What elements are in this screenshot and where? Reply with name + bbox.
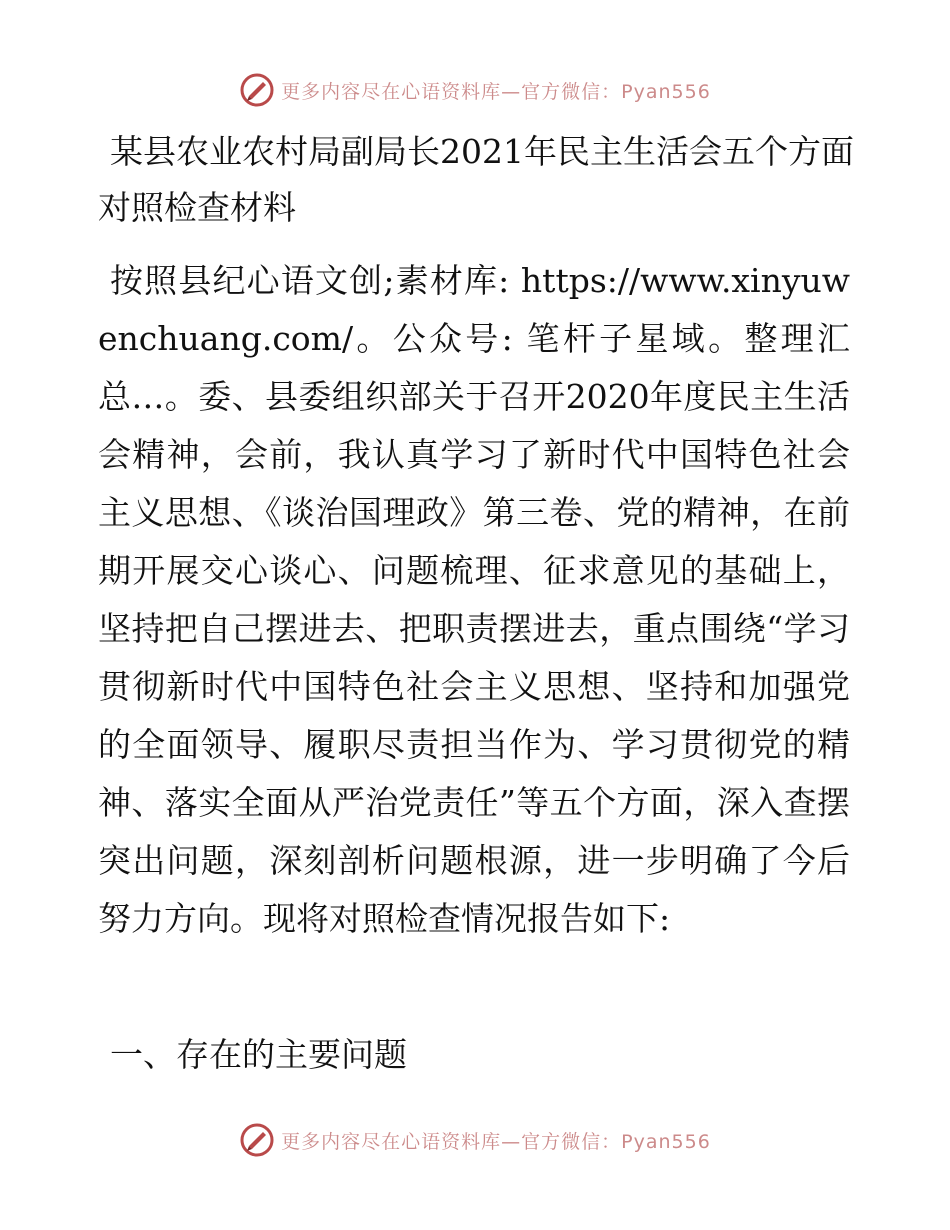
watermark-text: 更多内容尽在心语资料库—官方微信：Pyan556 — [281, 1130, 711, 1153]
document-title: 某县农业农村局副局长2021年民主生活会五个方面对照检查材料 — [98, 132, 854, 227]
pen-circle-logo-icon — [239, 1122, 275, 1158]
section-heading: 一、存在的主要问题 — [110, 1035, 407, 1074]
footer-watermark-banner — [0, 1122, 950, 1158]
header-watermark-banner — [0, 72, 950, 108]
watermark-text: 更多内容尽在心语资料库—官方微信：Pyan556 — [281, 80, 711, 103]
body-paragraph: 按照县纪心语文创;素材库: https://www.xinyuwenchuang.com/。公众号: 笔杆子星域。整理汇总…。委、县委组织部关于召开2020年度民主生活会精神，会前，我认真学习了新时代中国特色社会主义思想、《谈治国理政》第三卷、党的精神，在前期开展交心谈心、问题梳理、征求意见的基础上，坚持把自己摆进去、把职责摆进去，重点围绕“学习贯彻新时代中国特色社会主义思想、坚持和加强党的全面领导、履职尽责担当作为、学习贯彻党的精神、落实全面从严治党责任”等五个方面，深入查摆突出问题，深刻剖析问题根源，进一步明确了今后努力方向。现将对照检查情况报告如下: — [98, 261, 850, 938]
pen-circle-logo-icon — [239, 72, 275, 108]
